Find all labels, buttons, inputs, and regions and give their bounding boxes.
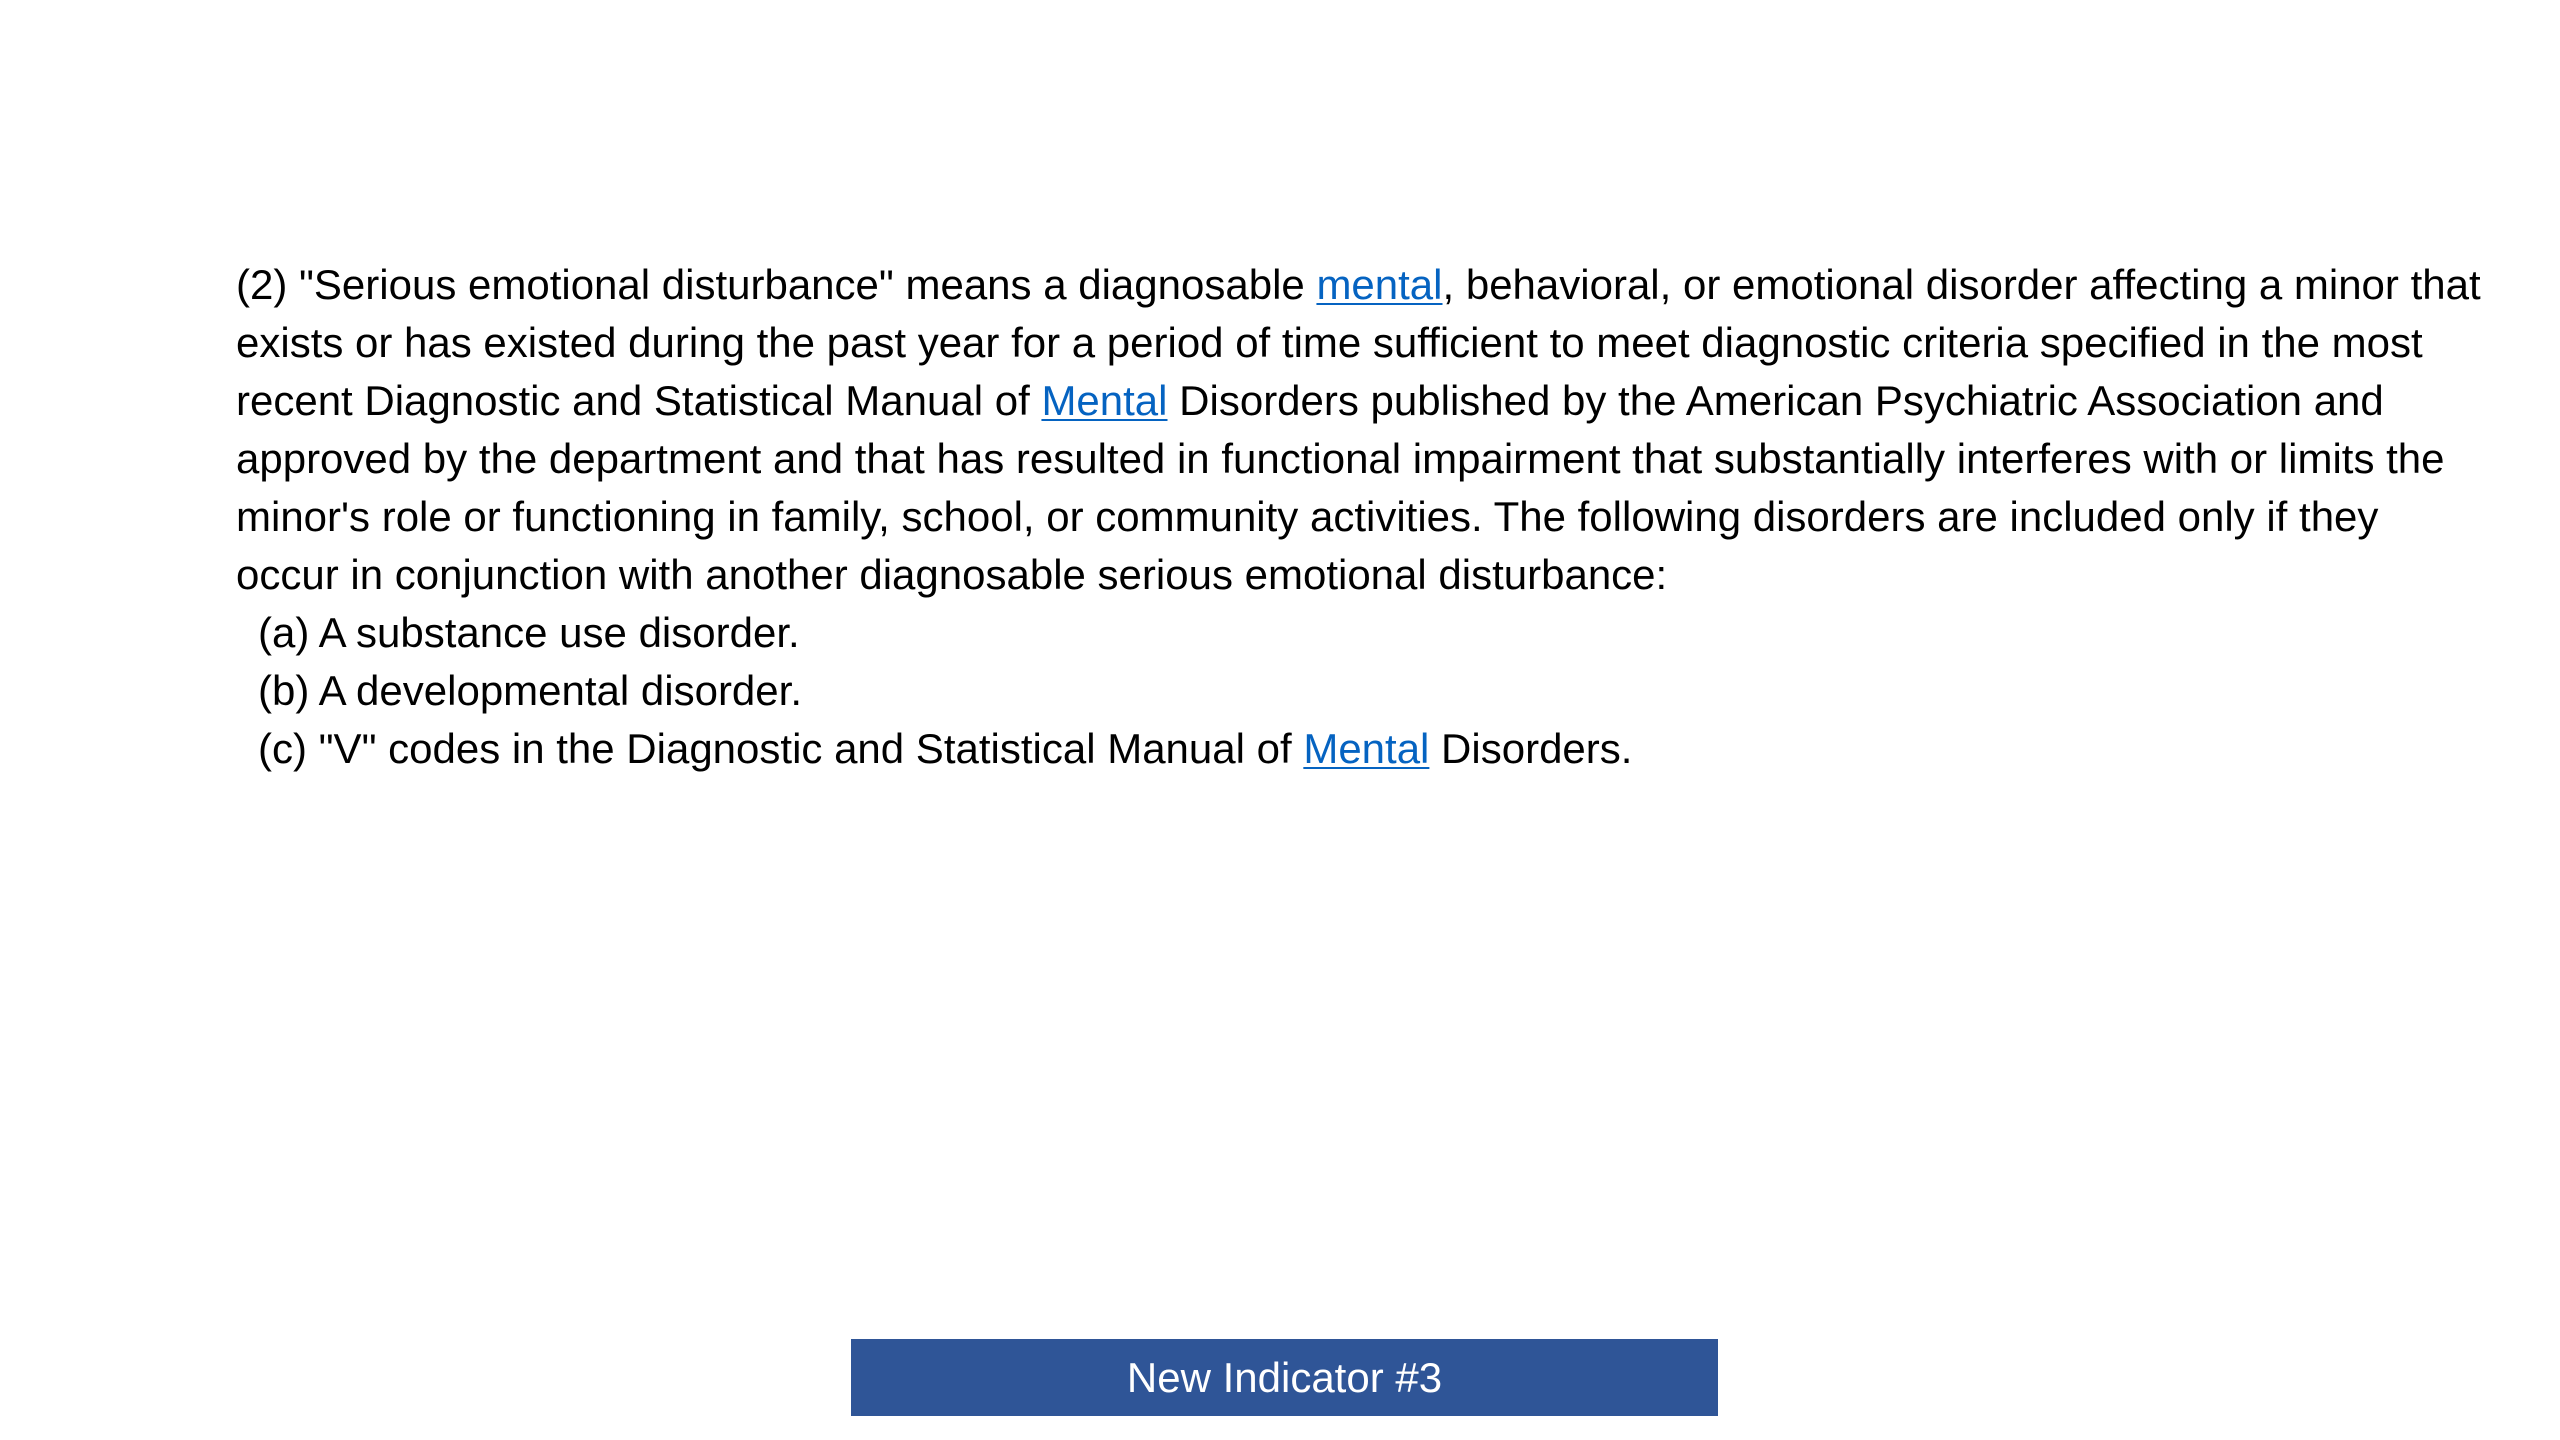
list-item-c-text-2: Disorders.	[1429, 725, 1633, 772]
definition-text-2: , behavioral, or emotional disorder affecting a minor that exists or has existed during the past year for a period of time sufficient to meet diagnostic criteria specified in the most recent Diagnostic and Statistical Manual of	[236, 261, 2481, 424]
list-item-a: (a) A substance use disorder.	[258, 609, 800, 656]
definition-paragraph	[236, 256, 2486, 604]
list-item-b: (b) A developmental disorder.	[258, 667, 802, 714]
list-item-c-text-1: (c) "V" codes in the Diagnostic and Statistical Manual of	[258, 725, 1304, 772]
indicator-banner	[851, 1339, 1718, 1416]
definition-text-3: Disorders published by the American Psychiatric Association and approved by the department and that has resulted in functional impairment that substantially interferes with or limits the minor's role or functioning in family, school, or community activities. The following disorders are included only if they occur in conjunction with another diagnosable serious emotional disturbance:	[236, 377, 2445, 598]
document-body	[236, 256, 2486, 778]
indicator-label: New Indicator #3	[1126, 1353, 1443, 1401]
mental-link-2[interactable]: Mental	[1041, 377, 1168, 424]
definition-text-1: (2) "Serious emotional disturbance" means a diagnosable	[236, 261, 1317, 308]
mental-link-3[interactable]: Mental	[1303, 725, 1430, 772]
list-item-c	[236, 720, 2486, 778]
mental-link-1[interactable]: mental	[1316, 261, 1443, 308]
